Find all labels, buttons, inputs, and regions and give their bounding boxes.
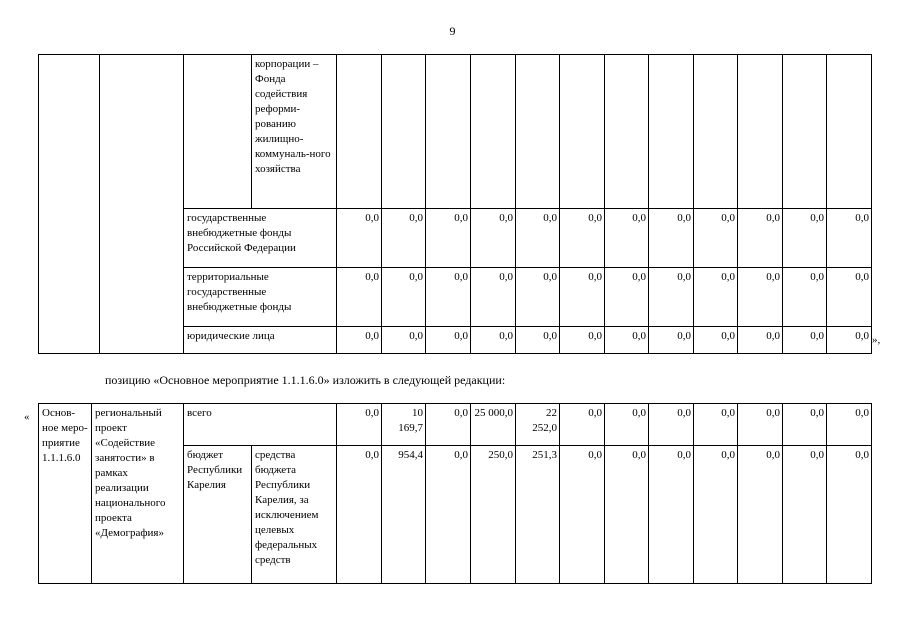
- value-cell: 250,0: [471, 446, 516, 584]
- value-cell: 0,0: [649, 327, 694, 354]
- empty-cell: [39, 55, 100, 354]
- value-cell: 0,0: [827, 446, 872, 584]
- value-cell: 0,0: [382, 327, 426, 354]
- value-cell: 0,0: [694, 268, 738, 327]
- empty-cell: [100, 55, 184, 354]
- row-label: юридические лица: [184, 327, 337, 354]
- value-cell: 0,0: [738, 446, 783, 584]
- value-cell: 0,0: [827, 404, 872, 446]
- value-cell: 0,0: [605, 327, 649, 354]
- value-cell: 0,0: [783, 268, 827, 327]
- value-cell: 0,0: [560, 268, 605, 327]
- empty-cell: [184, 55, 252, 209]
- main-activity-table: [38, 403, 872, 584]
- row-label: всего: [184, 404, 337, 446]
- value-cell: 0,0: [783, 446, 827, 584]
- value-cell: 0,0: [738, 209, 783, 268]
- value-cell: 0,0: [827, 209, 872, 268]
- value-cell: 0,0: [694, 327, 738, 354]
- value-cell: 0,0: [783, 327, 827, 354]
- value-cell: 954,4: [382, 446, 426, 584]
- project-description-cell: региональный проект «Содействие занятости» в рамках реализации национального проекта «Демография»: [92, 404, 184, 584]
- closing-quote: »,: [872, 334, 881, 346]
- value-cell: 0,0: [783, 404, 827, 446]
- value-cell: 0,0: [694, 209, 738, 268]
- value-cell: 0,0: [382, 209, 426, 268]
- budget-source-label: бюджет Республики Карелия: [184, 446, 252, 584]
- value-cell: 0,0: [649, 404, 694, 446]
- value-cell: 0,0: [560, 446, 605, 584]
- value-cell: 0,0: [605, 209, 649, 268]
- value-cell: 0,0: [426, 327, 471, 354]
- value-cell: 0,0: [738, 404, 783, 446]
- budget-source-sublabel: средства бюджета Республики Карелия, за исключением целевых федеральных средств: [252, 446, 337, 584]
- value-cell: 0,0: [560, 404, 605, 446]
- value-cell: 0,0: [605, 268, 649, 327]
- value-cell: 0,0: [827, 327, 872, 354]
- value-cell: 0,0: [337, 327, 382, 354]
- opening-quote: «: [24, 411, 30, 423]
- value-cell: 251,3: [516, 446, 560, 584]
- value-cell: 0,0: [426, 446, 471, 584]
- value-cell: 0,0: [738, 327, 783, 354]
- value-cell: 0,0: [337, 404, 382, 446]
- value-cell: 22 252,0: [516, 404, 560, 446]
- value-cell: 25 000,0: [471, 404, 516, 446]
- value-cell: 0,0: [426, 268, 471, 327]
- value-cell: 0,0: [471, 209, 516, 268]
- value-cell: 0,0: [649, 268, 694, 327]
- value-cell: 0,0: [471, 268, 516, 327]
- value-cell: 0,0: [516, 209, 560, 268]
- value-cell: 0,0: [337, 446, 382, 584]
- value-cell: 0,0: [649, 209, 694, 268]
- value-cell: 0,0: [605, 446, 649, 584]
- value-cell: 0,0: [738, 268, 783, 327]
- budget-table-continued: [38, 54, 872, 354]
- value-cell: 0,0: [783, 209, 827, 268]
- value-cell: 0,0: [560, 209, 605, 268]
- value-cell: 0,0: [827, 268, 872, 327]
- value-cell: 0,0: [337, 209, 382, 268]
- value-cell: 0,0: [471, 327, 516, 354]
- value-cell: 0,0: [649, 446, 694, 584]
- value-cell: 0,0: [605, 404, 649, 446]
- value-cell: 0,0: [516, 268, 560, 327]
- row-label: территориальные государственные внебюджетные фонды: [184, 268, 337, 327]
- value-cell: 10 169,7: [382, 404, 426, 446]
- value-cell: 0,0: [560, 327, 605, 354]
- value-cell: 0,0: [694, 446, 738, 584]
- value-cell: 0,0: [426, 404, 471, 446]
- value-cell: 0,0: [694, 404, 738, 446]
- value-cell: 0,0: [516, 327, 560, 354]
- instruction-text: позицию «Основное мероприятие 1.1.1.6.0» изложить в следующей редакции:: [105, 373, 506, 387]
- value-cell: 0,0: [337, 268, 382, 327]
- value-cell: 0,0: [426, 209, 471, 268]
- value-cell: 0,0: [382, 268, 426, 327]
- row-label: государственные внебюджетные фонды Российской Федерации: [184, 209, 337, 268]
- source-label-cell: корпорации – Фонда содействия реформи-рованию жилищно-коммуналь-ного хозяйства: [252, 55, 337, 209]
- page-number: 9: [449, 24, 456, 38]
- activity-code-cell: Основ-ное меро-приятие 1.1.1.6.0: [39, 404, 92, 584]
